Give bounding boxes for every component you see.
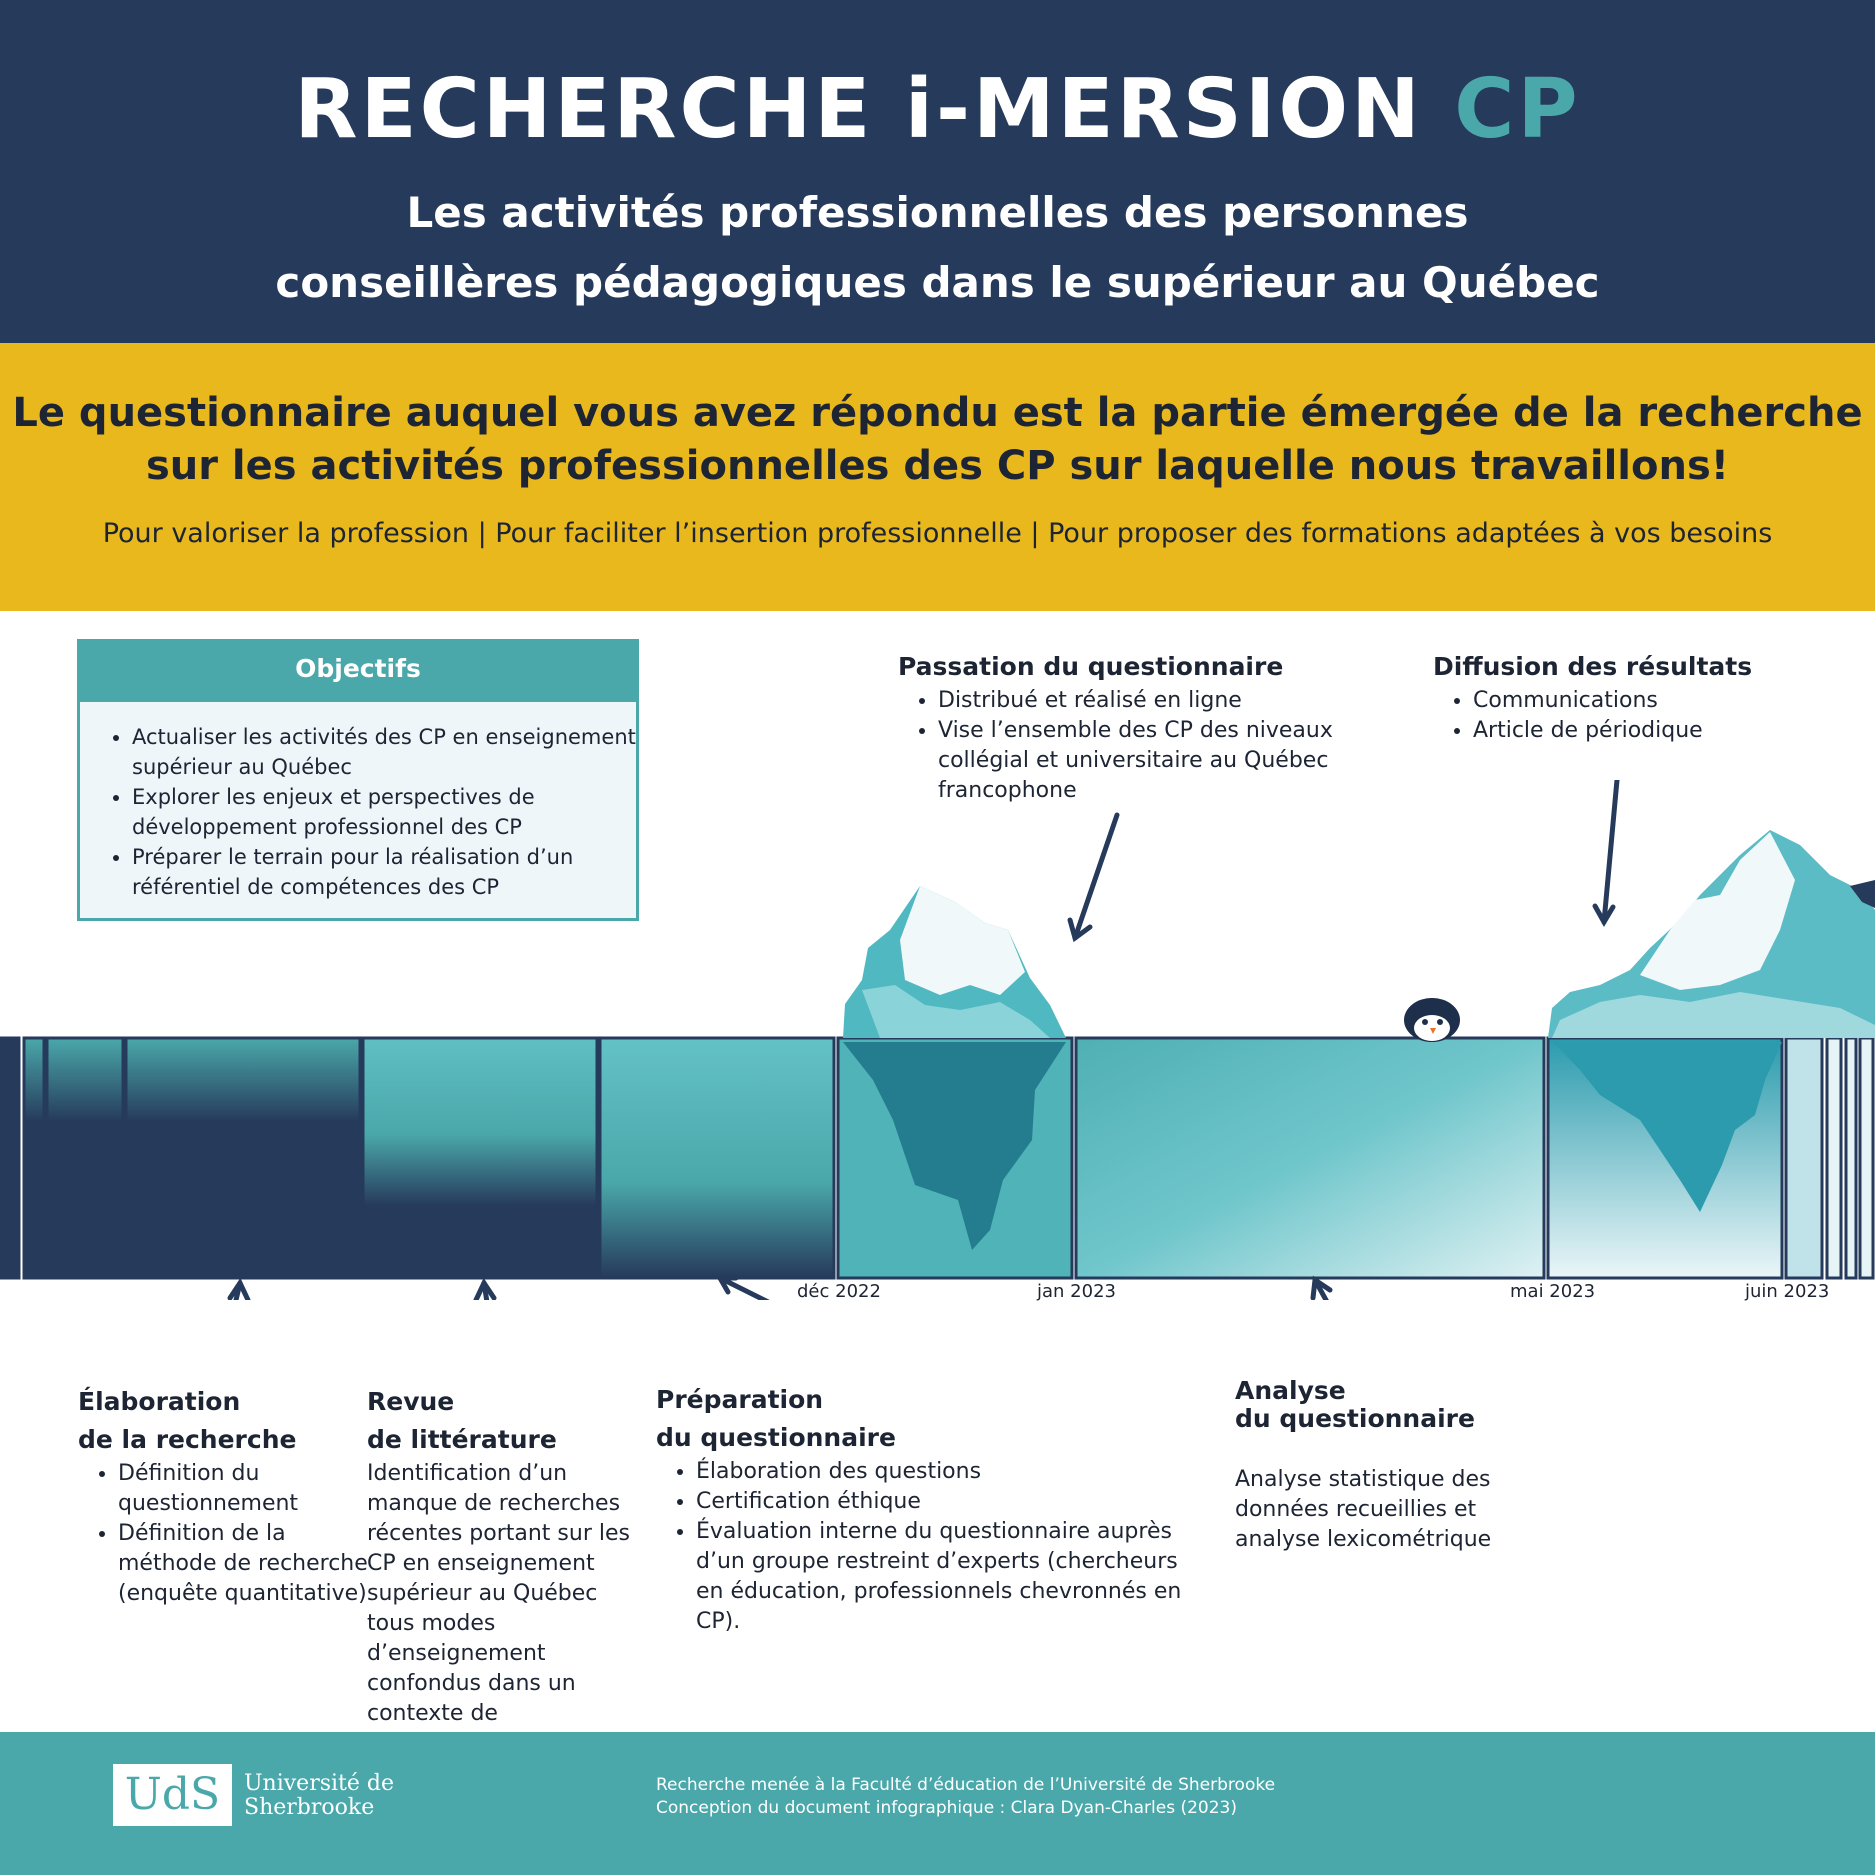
phase-diffusion [1433,648,1833,746]
segment-preparation [600,1038,834,1278]
phase-elaboration-item: • Définition de la méthode de recherche (enquête quantitative) [118,1519,368,1609]
phase-elaboration-item: • Définition du questionnement [118,1459,368,1519]
university-name-line-2: Sherbrooke [244,1795,375,1820]
phase-revue [367,1383,645,1759]
university-name [244,1772,394,1820]
project-logo-title [0,62,1875,157]
penguin-icon [1404,998,1460,1042]
subtitle [0,178,1875,318]
band-purposes: Pour valoriser la profession | Pour faciliter l’insertion professionnelle | Pour proposer des formations adaptées à vos besoins [102,518,1773,549]
band-headline [0,387,1875,493]
phase-preparation-item: • Certification éthique [696,1487,1196,1517]
phase-diffusion-list [1433,686,1833,746]
timeline-left-strips [0,1038,123,1278]
phase-revue-text: Identification d’un manque de recherches récentes portant sur les CP en enseignement supérieur au Québec tous modes d’enseignement confondus dans un contexte de [367,1461,630,1726]
subtitle-line-1: Les activités professionnelles des personnes [406,188,1469,237]
phase-diffusion-item: • Communications [1473,686,1833,716]
phase-elaboration [78,1383,368,1609]
logo-title-main: RECHERCHE i-MERSION [294,62,1423,157]
phase-revue-title-1: Revue [367,1387,455,1416]
month-label: jan 2023 [1037,1281,1116,1302]
objective-item: • Explorer les enjeux et perspectives de développement professionnel des CP [132,782,652,842]
month-label: mai 2023 [1510,1281,1596,1302]
month-label: déc 2022 [797,1281,881,1302]
month-label: juin 2023 [1745,1281,1830,1302]
objective-item: • Actualiser les activités des CP en enseignement supérieur au Québec [132,722,652,782]
phase-elaboration-list [78,1459,368,1609]
phase-diffusion-title: Diffusion des résultats [1433,652,1753,681]
phase-analyse-text: Analyse statistique des données recueillies et analyse lexicométrique [1235,1467,1492,1552]
phase-preparation-list [656,1457,1196,1637]
phase-preparation-item: • Évaluation interne du questionnaire auprès d’un groupe restreint d’experts (chercheurs en éducation, professionnels chevronnés en CP). [696,1517,1196,1637]
phase-preparation-title-2: du questionnaire [656,1423,896,1452]
credit-line-1: Recherche menée à la Faculté d’éducation de l’Université de Sherbrooke [656,1775,1276,1795]
phase-passation-title: Passation du questionnaire [898,652,1284,681]
timeline-right-strips [1786,1038,1873,1278]
phase-passation-item: • Distribué et réalisé en ligne [938,686,1358,716]
phase-diffusion-item: • Article de périodique [1473,716,1833,746]
band-headline-line-2: sur les activités professionnelles des CP sur laquelle nous travaillons! [145,443,1730,489]
uds-logo: UdS [113,1764,232,1826]
segment-revue [363,1038,597,1278]
phase-elaboration-title-2: de la recherche [78,1425,297,1454]
phase-analyse-title-1: Analyse [1235,1376,1346,1405]
phase-preparation [656,1381,1196,1637]
phase-elaboration-title-1: Élaboration [78,1387,241,1416]
phase-analyse [1235,1377,1495,1555]
phase-revue-title-2: de littérature [367,1425,557,1454]
timeline-graphic [0,780,1875,1300]
segment-elaboration [126,1038,360,1278]
logo-title-accent: CP [1454,62,1581,157]
credits [656,1774,1275,1820]
phase-preparation-title-1: Préparation [656,1385,824,1414]
segment-analyse [1076,1038,1544,1278]
phase-preparation-item: • Élaboration des questions [696,1457,1196,1487]
band-headline-line-1: Le questionnaire auquel vous avez répondu est la partie émergée de la recherche [12,390,1863,436]
objective-item: • Préparer le terrain pour la réalisation d’un référentiel de compétences des CP [132,842,652,902]
subtitle-line-2: conseillères pédagogiques dans le supérieur au Québec [275,258,1600,307]
phase-passation-item: • Vise l’ensemble des CP des niveaux collégial et universitaire au Québec francophone [938,716,1358,806]
university-name-line-1: Université de [244,1771,394,1796]
objectives-title: Objectifs [80,642,636,702]
credit-line-2: Conception du document infographique : Clara Dyan-Charles (2023) [656,1798,1238,1818]
phase-analyse-title-2: du questionnaire [1235,1404,1475,1433]
